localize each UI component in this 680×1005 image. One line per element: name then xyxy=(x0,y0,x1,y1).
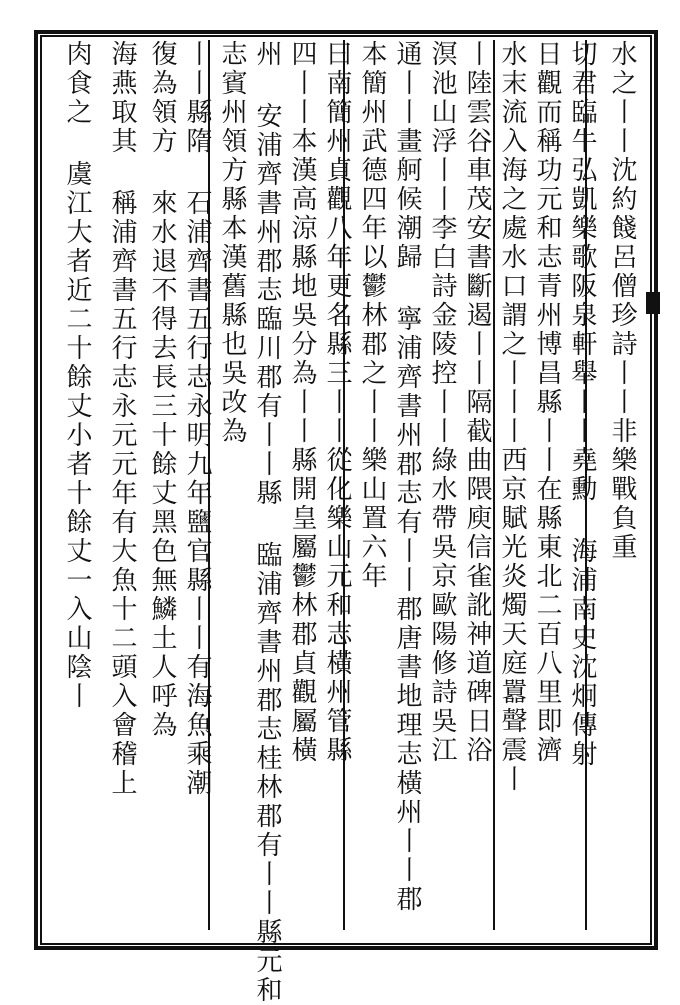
column-text: 四丨丨本漢高涼縣地吳分為丨丨縣開皇屬鬱林郡貞觀屬橫 xyxy=(287,40,317,765)
text-column-1 xyxy=(600,40,644,920)
text-column-16 xyxy=(55,40,99,920)
column-text: 志賓州領方縣本漢舊縣也吳改為 xyxy=(217,40,247,446)
column-text: 曰南簡州貞觀八年更名縣三丨丨從化樂山元和志橫州管縣 xyxy=(322,40,352,765)
column-text: 丨陸雲谷車茂安書斷遏丨丨隔截曲隈庾信雀訛神道碑日浴 xyxy=(462,40,492,765)
column-text: 通丨丨畫舸候潮歸 寧浦齊書州郡志有丨丨郡唐書地理志橫州丨丨郡 xyxy=(392,40,422,914)
column-text: 州 安浦齊書州郡志臨川郡有丨丨縣 臨浦齊書州郡志桂林郡有丨丨縣元和 xyxy=(252,40,282,1005)
column-text: 水末流入海之處水口謂之丨丨丨西京賦光炎燭天庭囂聲震丨 xyxy=(497,40,527,794)
column-text: 復為領方 來水退不得去長三十餘丈黑色無鱗土人呼為 xyxy=(147,40,177,740)
column-text: 切君臨牛弘凱樂歌阪泉軒舉丨丨堯勳 海浦南史沈炯傳射 xyxy=(567,40,597,769)
text-column-15 xyxy=(100,40,144,920)
column-text: 本簡州武德四年以鬱林郡之丨丨樂山置六年 xyxy=(357,40,387,591)
column-text: 溟池山浮丨丨李白詩金陵控丨丨綠水帶吳京歐陽修詩吳江 xyxy=(427,40,457,765)
column-text: 水之丨丨沈約餞呂僧珍詩丨丨非樂戰負重 xyxy=(607,40,637,562)
column-text: 海燕取其 稱浦齊書五行志永元元年有大魚十二頭入會稽上 xyxy=(107,40,137,798)
fold-mark xyxy=(646,292,660,314)
column-text: 肉食之 虞江大者近二十餘丈小者十餘丈一入山陰丨 xyxy=(62,40,92,711)
text-column-14 xyxy=(140,40,184,920)
column-text: 丨丨縣隋 石浦齊書五行志永明九年鹽官縣丨丨有海魚乘潮 xyxy=(182,40,212,798)
column-text: 日觀而稱功元和志青州博昌縣丨丨在縣東北二百八里即濟 xyxy=(532,40,562,765)
